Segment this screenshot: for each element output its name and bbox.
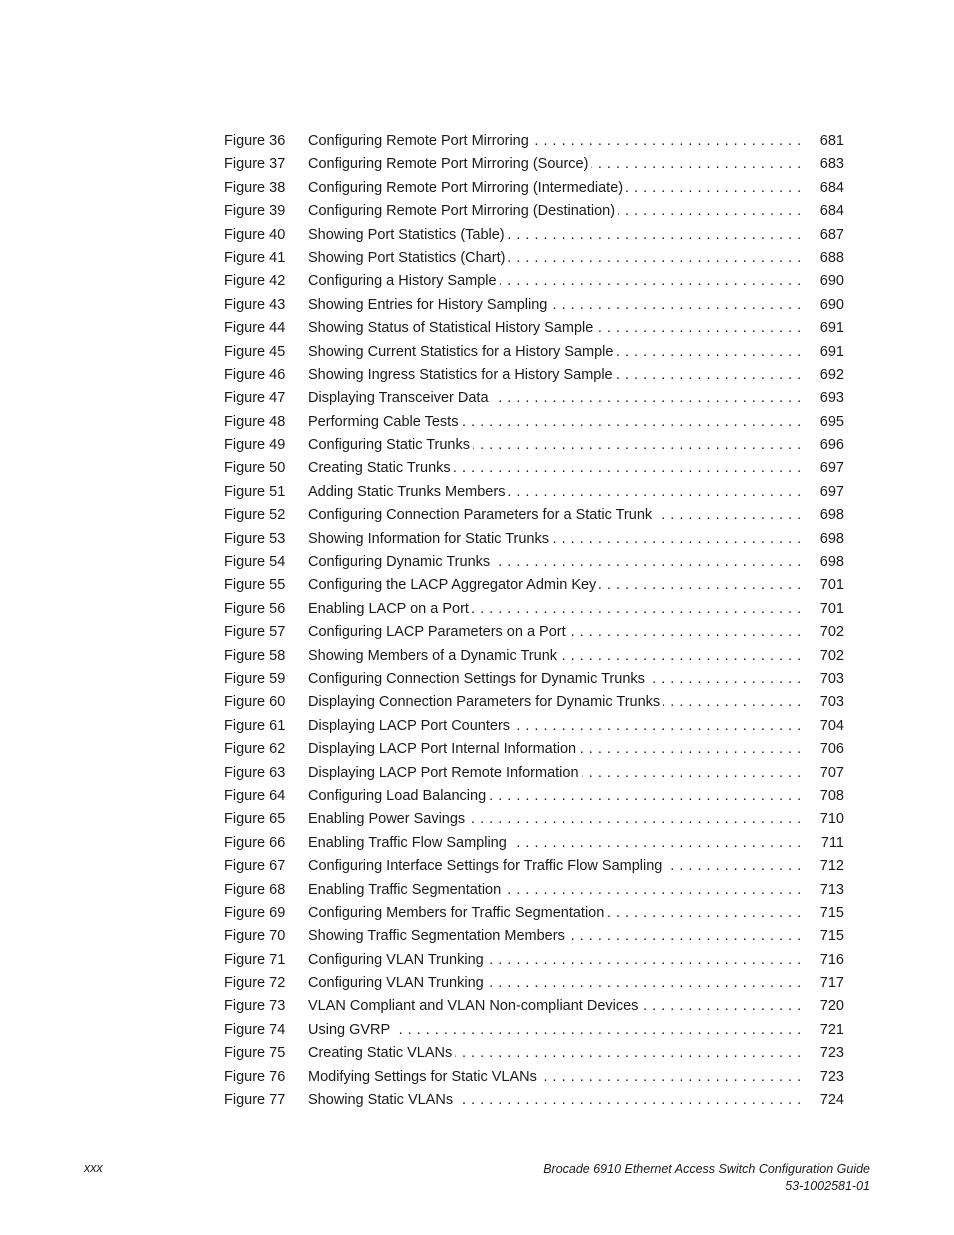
figure-title-text: Configuring VLAN Trunking	[308, 952, 487, 968]
toc-entry[interactable]	[224, 1092, 844, 1115]
figure-number: Figure 56	[224, 600, 286, 617]
figure-title	[308, 507, 806, 523]
figure-title	[308, 624, 806, 640]
figure-title	[308, 998, 806, 1014]
figure-number: Figure 40	[224, 226, 286, 243]
figure-number: Figure 57	[224, 624, 286, 641]
table-of-figures	[224, 133, 844, 1115]
toc-entry[interactable]	[224, 718, 844, 741]
figure-title	[308, 1092, 806, 1108]
figure-title	[308, 484, 806, 500]
figure-title	[308, 835, 806, 851]
figure-number: Figure 44	[224, 320, 286, 337]
toc-entry[interactable]	[224, 273, 844, 296]
page-number: 703	[806, 671, 844, 687]
toc-entry[interactable]	[224, 1045, 844, 1068]
figure-number: Figure 55	[224, 577, 286, 594]
toc-entry[interactable]	[224, 507, 844, 530]
toc-entry[interactable]	[224, 601, 844, 624]
figure-number: Figure 65	[224, 811, 286, 828]
figure-title	[308, 297, 806, 313]
figure-title	[308, 203, 806, 219]
figure-title	[308, 811, 806, 827]
page-number: 691	[806, 320, 844, 336]
figure-number: Figure 63	[224, 764, 286, 781]
figure-title	[308, 718, 806, 734]
figure-number: Figure 47	[224, 390, 286, 407]
figure-number: Figure 58	[224, 647, 286, 664]
page-number: 717	[806, 975, 844, 991]
figure-number: Figure 46	[224, 366, 286, 383]
page-number: 698	[806, 531, 844, 547]
figure-title-text: Configuring Members for Traffic Segmentation	[308, 905, 607, 921]
toc-entry[interactable]	[224, 741, 844, 764]
figure-title-text: VLAN Compliant and VLAN Non-compliant Devices	[308, 998, 641, 1014]
toc-entry[interactable]	[224, 414, 844, 437]
page-number: 706	[806, 741, 844, 757]
figure-title-text: Configuring Remote Port Mirroring (Source)	[308, 156, 591, 172]
figure-title-text: Showing Static VLANs	[308, 1092, 456, 1108]
toc-entry[interactable]	[224, 320, 844, 343]
figure-title-text: Configuring Remote Port Mirroring	[308, 133, 532, 149]
toc-entry[interactable]	[224, 344, 844, 367]
page-number: 707	[806, 765, 844, 781]
toc-entry[interactable]	[224, 882, 844, 905]
figure-title-text: Showing Port Statistics (Table)	[308, 227, 508, 243]
page-number: 688	[806, 250, 844, 266]
figure-title	[308, 344, 806, 360]
figure-title	[308, 437, 806, 453]
figure-number: Figure 77	[224, 1092, 286, 1109]
page-number: 704	[806, 718, 844, 734]
figure-number: Figure 53	[224, 530, 286, 547]
figure-title-text: Modifying Settings for Static VLANs	[308, 1069, 540, 1085]
figure-number: Figure 49	[224, 437, 286, 454]
figure-number: Figure 51	[224, 483, 286, 500]
figure-title	[308, 1069, 806, 1085]
footer-doc-number: 53-1002581-01	[785, 1179, 870, 1193]
figure-title-text: Configuring Load Balancing	[308, 788, 489, 804]
figure-title	[308, 905, 806, 921]
figure-title	[308, 250, 806, 266]
footer-guide-title: Brocade 6910 Ethernet Access Switch Configuration Guide	[543, 1162, 870, 1176]
figure-title	[308, 601, 806, 617]
toc-entry[interactable]	[224, 835, 844, 858]
figure-number: Figure 61	[224, 717, 286, 734]
figure-number: Figure 71	[224, 951, 286, 968]
figure-title-text: Configuring Static Trunks	[308, 437, 473, 453]
toc-entry[interactable]	[224, 998, 844, 1021]
figure-title-text: Using GVRP	[308, 1022, 393, 1038]
figure-title	[308, 554, 806, 570]
figure-title-text: Configuring the LACP Aggregator Admin Key	[308, 577, 599, 593]
page-number: 721	[806, 1022, 844, 1038]
figure-title	[308, 156, 806, 172]
figure-title	[308, 671, 806, 687]
figure-title-text: Showing Members of a Dynamic Trunk	[308, 648, 560, 664]
figure-title	[308, 788, 806, 804]
toc-entry[interactable]	[224, 554, 844, 577]
figure-number: Figure 38	[224, 179, 286, 196]
figure-number: Figure 70	[224, 928, 286, 945]
page-number: 701	[806, 601, 844, 617]
figure-number: Figure 50	[224, 460, 286, 477]
figure-title	[308, 765, 806, 781]
page-number: 723	[806, 1045, 844, 1061]
figure-number: Figure 72	[224, 975, 286, 992]
figure-title	[308, 367, 806, 383]
figure-title	[308, 273, 806, 289]
page-number: 681	[806, 133, 844, 149]
toc-entry[interactable]	[224, 227, 844, 250]
toc-entry[interactable]	[224, 811, 844, 834]
page-number: 715	[806, 928, 844, 944]
toc-entry[interactable]	[224, 858, 844, 881]
page-number: 724	[806, 1092, 844, 1108]
figure-title	[308, 928, 806, 944]
figure-title-text: Enabling Power Savings	[308, 811, 468, 827]
figure-title-text: Configuring Connection Parameters for a Static Trunk	[308, 507, 655, 523]
toc-entry[interactable]	[224, 1022, 844, 1045]
figure-title	[308, 227, 806, 243]
figure-title	[308, 858, 806, 874]
figure-title-text: Showing Status of Statistical History Sample	[308, 320, 596, 336]
figure-title-text: Configuring Remote Port Mirroring (Destination)	[308, 203, 618, 219]
figure-title	[308, 460, 806, 476]
toc-entry[interactable]	[224, 952, 844, 975]
page-number: 690	[806, 273, 844, 289]
page-number: 683	[806, 156, 844, 172]
page-number: 693	[806, 390, 844, 406]
toc-entry[interactable]	[224, 297, 844, 320]
figure-number: Figure 74	[224, 1021, 286, 1038]
toc-entry[interactable]	[224, 133, 844, 156]
figure-title	[308, 1022, 806, 1038]
toc-entry[interactable]	[224, 975, 844, 998]
page-number: 687	[806, 227, 844, 243]
figure-title-text: Configuring a History Sample	[308, 273, 500, 289]
figure-number: Figure 60	[224, 694, 286, 711]
footer-page-number: xxx	[84, 1161, 103, 1175]
figure-number: Figure 76	[224, 1068, 286, 1085]
page-number: 715	[806, 905, 844, 921]
figure-number: Figure 66	[224, 834, 286, 851]
figure-number: Figure 67	[224, 858, 286, 875]
toc-entry[interactable]	[224, 694, 844, 717]
figure-title	[308, 320, 806, 336]
figure-title-text: Displaying Connection Parameters for Dynamic Trunks	[308, 694, 663, 710]
toc-entry[interactable]	[224, 671, 844, 694]
page-number: 695	[806, 414, 844, 430]
figure-title	[308, 694, 806, 710]
figure-title-text: Showing Ingress Statistics for a History Sample	[308, 367, 616, 383]
page-number: 698	[806, 507, 844, 523]
figure-number: Figure 36	[224, 133, 286, 149]
figure-title	[308, 882, 806, 898]
page-number: 692	[806, 367, 844, 383]
figure-number: Figure 39	[224, 203, 286, 220]
page-number: 712	[806, 858, 844, 874]
page-number: 702	[806, 624, 844, 640]
page-number: 711	[806, 835, 844, 851]
page-number: 702	[806, 648, 844, 664]
figure-number: Figure 64	[224, 787, 286, 804]
figure-title	[308, 1045, 806, 1061]
figure-number: Figure 75	[224, 1045, 286, 1062]
toc-entry[interactable]	[224, 367, 844, 390]
figure-number: Figure 54	[224, 554, 286, 571]
figure-number: Figure 62	[224, 741, 286, 758]
figure-title-text: Displaying LACP Port Counters	[308, 718, 513, 734]
page-number: 697	[806, 484, 844, 500]
figure-number: Figure 59	[224, 670, 286, 687]
figure-number: Figure 68	[224, 881, 286, 898]
figure-title	[308, 577, 806, 593]
figure-number: Figure 37	[224, 156, 286, 173]
figure-title-text: Showing Traffic Segmentation Members	[308, 928, 568, 944]
figure-number: Figure 52	[224, 507, 286, 524]
toc-entry[interactable]	[224, 250, 844, 273]
figure-title-text: Showing Current Statistics for a History Sample	[308, 344, 616, 360]
page-number: 697	[806, 460, 844, 476]
figure-title-text: Configuring Connection Settings for Dynamic Trunks	[308, 671, 648, 687]
figure-title-text: Configuring Dynamic Trunks	[308, 554, 493, 570]
toc-entry[interactable]	[224, 203, 844, 226]
figure-title-text: Enabling LACP on a Port	[308, 601, 472, 617]
page-number: 703	[806, 694, 844, 710]
figure-title-text: Showing Entries for History Sampling	[308, 297, 550, 313]
figure-title	[308, 741, 806, 757]
figure-title-text: Configuring VLAN Trunking	[308, 975, 487, 991]
toc-entry[interactable]	[224, 156, 844, 179]
toc-entry[interactable]	[224, 460, 844, 483]
figure-number: Figure 69	[224, 904, 286, 921]
figure-title-text: Enabling Traffic Segmentation	[308, 882, 504, 898]
footer-doc-info	[543, 1161, 870, 1195]
toc-entry[interactable]	[224, 928, 844, 951]
toc-entry[interactable]	[224, 531, 844, 554]
page-number: 720	[806, 998, 844, 1014]
figure-title	[308, 648, 806, 664]
figure-title-text: Displaying LACP Port Internal Information	[308, 741, 579, 757]
page-number: 691	[806, 344, 844, 360]
figure-title	[308, 952, 806, 968]
page-number: 701	[806, 577, 844, 593]
toc-entry[interactable]	[224, 484, 844, 507]
figure-number: Figure 42	[224, 273, 286, 290]
figure-title-text: Displaying Transceiver Data	[308, 390, 492, 406]
page-number: 710	[806, 811, 844, 827]
figure-title-text: Enabling Traffic Flow Sampling	[308, 835, 510, 851]
page-number: 716	[806, 952, 844, 968]
figure-number: Figure 43	[224, 296, 286, 313]
figure-title-text: Adding Static Trunks Members	[308, 484, 508, 500]
figure-number: Figure 45	[224, 343, 286, 360]
figure-title-text: Creating Static Trunks	[308, 460, 454, 476]
page-number: 696	[806, 437, 844, 453]
figure-title	[308, 414, 806, 430]
page-number: 684	[806, 180, 844, 196]
toc-entry[interactable]	[224, 577, 844, 600]
toc-entry[interactable]	[224, 905, 844, 928]
figure-title	[308, 531, 806, 547]
page-number: 690	[806, 297, 844, 313]
figure-number: Figure 73	[224, 998, 286, 1015]
figure-title-text: Displaying LACP Port Remote Information	[308, 765, 582, 781]
figure-title-text: Configuring Remote Port Mirroring (Intermediate)	[308, 180, 626, 196]
toc-entry[interactable]	[224, 765, 844, 788]
figure-title	[308, 180, 806, 196]
toc-entry[interactable]	[224, 437, 844, 460]
toc-entry[interactable]	[224, 788, 844, 811]
figure-title	[308, 390, 806, 406]
figure-title-text: Configuring Interface Settings for Traffic Flow Sampling	[308, 858, 665, 874]
figure-number: Figure 48	[224, 413, 286, 430]
figure-title	[308, 133, 806, 149]
toc-entry[interactable]	[224, 624, 844, 647]
figure-title-text: Performing Cable Tests	[308, 414, 461, 430]
figure-title-text: Showing Port Statistics (Chart)	[308, 250, 508, 266]
page-number: 708	[806, 788, 844, 804]
toc-entry[interactable]	[224, 648, 844, 671]
page-number: 684	[806, 203, 844, 219]
page-number: 713	[806, 882, 844, 898]
figure-title	[308, 975, 806, 991]
toc-entry[interactable]	[224, 1069, 844, 1092]
figure-title-text: Showing Information for Static Trunks	[308, 531, 552, 547]
page-number: 698	[806, 554, 844, 570]
figure-title-text: Configuring LACP Parameters on a Port	[308, 624, 569, 640]
figure-number: Figure 41	[224, 249, 286, 266]
page-number: 723	[806, 1069, 844, 1085]
figure-title-text: Creating Static VLANs	[308, 1045, 455, 1061]
toc-entry[interactable]	[224, 180, 844, 203]
toc-entry[interactable]	[224, 390, 844, 413]
